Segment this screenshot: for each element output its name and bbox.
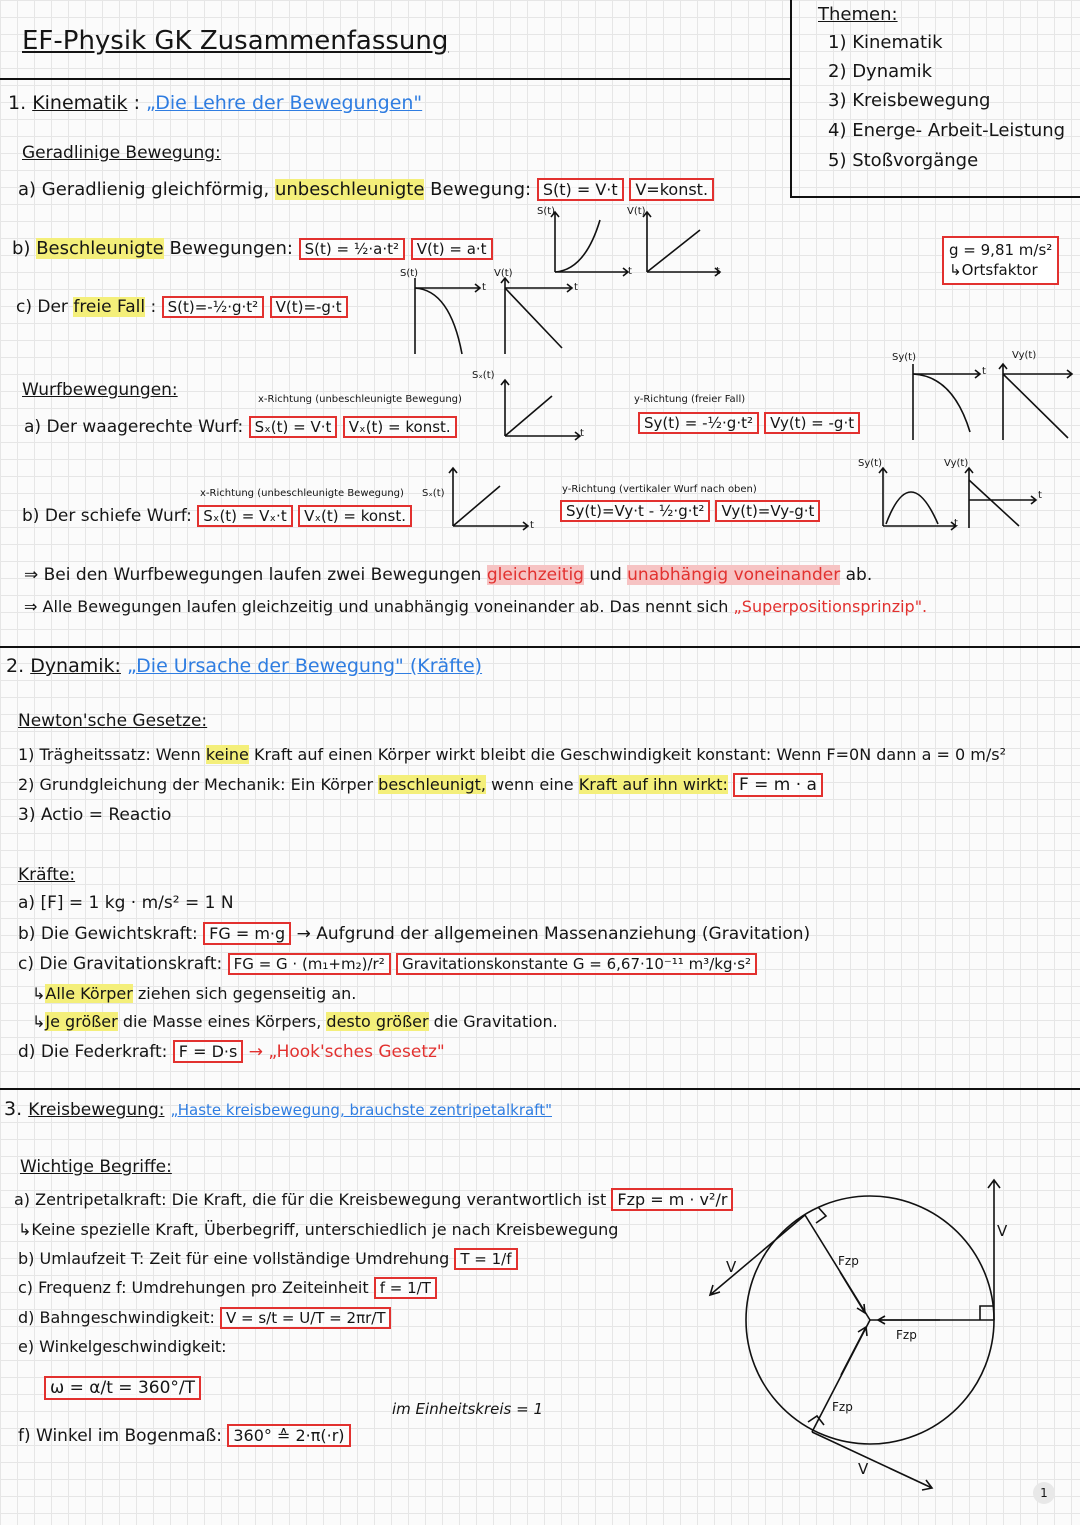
axis-label-t: t: [482, 282, 486, 293]
axis-label-v: V(t): [494, 268, 513, 279]
themen-heading: Themen:: [818, 4, 898, 25]
force-arrow: [841, 1327, 867, 1375]
axis-label-vy: Vy(t): [1012, 350, 1037, 361]
section-heading-kinematik: 1. Kinematik : „Die Lehre der Bewegungen": [8, 92, 423, 114]
kreis-b: b) Umlaufzeit T: Zeit für eine vollständige Umdrehung T = 1/f: [18, 1248, 518, 1270]
axis-label-t: t: [954, 518, 958, 529]
axis-label-v: V(t): [627, 206, 646, 217]
g-value: g = 9,81 m/s²: [949, 241, 1053, 259]
newton-2: 2) Grundgleichung der Mechanik: Ein Körper beschleunigt, wenn eine Kraft auf ihn wirkt: F = m · a: [18, 773, 823, 797]
axis-label-t: t: [574, 282, 578, 293]
right-angle: [980, 1306, 994, 1320]
axis-label-t: t: [1038, 490, 1042, 501]
kreis-d: d) Bahngeschwindigkeit: V = s/t = U/T = 2πr/T: [18, 1307, 391, 1329]
kin-c: c) Der freie Fall : S(t)=-½·g·t² V(t)=-g·t: [16, 296, 348, 318]
divider: [0, 78, 790, 80]
kreis-c: c) Frequenz f: Umdrehungen pro Zeiteinheit f = 1/T: [18, 1277, 437, 1299]
subheading-kraefte: Kräfte:: [18, 865, 76, 885]
ortsfaktor-box: [942, 236, 1059, 285]
page-title: EF-Physik GK Zusammenfassung: [22, 26, 449, 56]
kreis-e: e) Winkelgeschwindigkeit:: [18, 1337, 227, 1356]
divider: [0, 1088, 1080, 1090]
label-fzp: Fzp: [832, 1400, 853, 1414]
note-x-direction: x-Richtung (unbeschleunigte Bewegung): [258, 394, 462, 405]
label-fzp: Fzp: [896, 1328, 917, 1342]
subheading-newton: Newton'sche Gesetze:: [18, 711, 208, 731]
kreis-a: a) Zentripetalkraft: Die Kraft, die für die Kreisbewegung verantwortlich ist Fzp = m · v²/r: [14, 1188, 733, 1211]
right-angle: [816, 1207, 826, 1223]
axis-label-t: t: [982, 366, 986, 377]
label-fzp: Fzp: [838, 1254, 859, 1268]
graph-sx-t-oblique: [448, 466, 533, 530]
label-v: V: [858, 1460, 869, 1478]
axis-label-sx: Sₓ(t): [422, 488, 445, 499]
label-v: V: [726, 1258, 737, 1276]
note-y-direction: y-Richtung (freier Fall): [634, 394, 746, 405]
axis-label-sy: Sy(t): [892, 352, 916, 363]
axis-label-t: t: [628, 266, 632, 277]
force-arrow: [840, 1272, 865, 1313]
page-number: 1: [1033, 1482, 1055, 1504]
velocity-arrow: [988, 1180, 1000, 1320]
divider: [0, 646, 1080, 648]
note-x-direction: x-Richtung (unbeschleunigte Bewegung): [200, 488, 404, 499]
axis-label-s: S(t): [400, 268, 419, 279]
themen-item: 1) Kinematik: [828, 32, 943, 53]
kreis-f-note: im Einheitskreis = 1: [392, 1400, 544, 1418]
newton-3: 3) Actio = Reactio: [18, 805, 172, 825]
kraft-a: a) [F] = 1 kg · m/s² = 1 N: [18, 893, 234, 913]
themen-item: 3) Kreisbewegung: [828, 90, 991, 111]
section-heading-kreis: 3. Kreisbewegung: „Haste kreisbewegung, brauchste zentripetalkraft": [4, 1098, 552, 1120]
velocity-arrow: [812, 1432, 932, 1490]
note-y-direction: y-Richtung (vertikaler Wurf nach oben): [562, 484, 757, 495]
kraft-c: c) Die Gravitationskraft: FG = G · (m₁+m₂)/r² Gravitationskonstante G = 6,67·10⁻¹¹ m³/kg·s²: [18, 953, 757, 975]
graph-sy-t-oblique: [878, 466, 960, 530]
axis-label-sy: Sy(t): [858, 458, 882, 469]
themen-box: [790, 0, 1080, 198]
circle-diagram: [700, 1170, 1020, 1500]
themen-item: 5) Stoßvorgänge: [828, 150, 979, 171]
newton-1: 1) Trägheitssatz: Wenn keine Kraft auf einen Körper wirkt bleibt die Geschwindigkeit konstant: Wenn F=0N dann a = 0 m/s²: [18, 745, 1006, 764]
subheading-geradlinig: Geradlinige Bewegung:: [22, 143, 221, 163]
graph-s-t-accelerated: [550, 210, 630, 275]
axis-label-sx: Sₓ(t): [472, 370, 495, 381]
themen-item: 4) Energe- Arbeit-Leistung: [828, 120, 1066, 141]
kreis-e-formula: ω = α/t = 360°/T: [44, 1376, 201, 1400]
axis-label-t: t: [530, 520, 534, 531]
kraft-d: d) Die Federkraft: F = D·s → „Hook'sches Gesetz": [18, 1042, 445, 1062]
graph-vy-t-oblique: [964, 466, 1044, 530]
kreis-f: f) Winkel im Bogenmaß: 360° ≙ 2·π(·r): [18, 1424, 351, 1447]
kin-a: a) Geradlienig gleichförmig, unbeschleunigte Bewegung: S(t) = V·t V=konst.: [18, 178, 714, 201]
velocity-arrow: [710, 1215, 805, 1295]
kreis-a-note: ↳Keine spezielle Kraft, Überbegriff, unterschiedlich je nach Kreisbewegung: [18, 1220, 619, 1239]
kraft-c-note-1: ↳Alle Körper ziehen sich gegenseitig an.: [32, 984, 357, 1003]
wurf-b: b) Der schiefe Wurf: Sₓ(t) = Vₓ·t Vₓ(t) = konst.: [22, 505, 412, 527]
axis-label-t: t: [716, 266, 720, 277]
themen-item: 2) Dynamik: [828, 61, 933, 82]
graph-sx-t-horizontal: [500, 378, 585, 440]
subheading-begriffe: Wichtige Begriffe:: [20, 1157, 172, 1177]
graph-v-t-accelerated: [642, 210, 722, 275]
conclusion-1: ⇒ Bei den Wurfbewegungen laufen zwei Bewegungen gleichzeitig und unabhängig voneinander ab.: [24, 565, 873, 585]
graph-s-t-freefall: [410, 276, 490, 356]
graph-vy-t-horizontal: [998, 362, 1078, 442]
force-arrow: [878, 1316, 940, 1324]
graph-sy-t-horizontal: [908, 362, 990, 442]
axis-label-t: t: [580, 428, 584, 439]
axis-label-s: S(t): [537, 206, 556, 217]
wurf-a: a) Der waagerechte Wurf: Sₓ(t) = V·t Vₓ(t) = konst.: [24, 416, 457, 438]
conclusion-2: ⇒ Alle Bewegungen laufen gleichzeitig und unabhängig voneinander ab. Das nennt sich „Superpositionsprinzip".: [24, 597, 928, 616]
graph-v-t-freefall: [500, 276, 580, 356]
axis-label-vy: Vy(t): [944, 458, 969, 469]
wurf-b-y-formulas: Sy(t)=Vy·t - ½·g·t² Vy(t)=Vy-g·t: [560, 500, 820, 522]
subheading-wurf: Wurfbewegungen:: [22, 380, 178, 400]
g-note: ↳Ortsfaktor: [949, 261, 1038, 280]
section-heading-dynamik: 2. Dynamik: „Die Ursache der Bewegung" (Kräfte): [6, 655, 483, 677]
wurf-a-y-formulas: Sy(t) = -½·g·t² Vy(t) = -g·t: [638, 412, 860, 434]
label-v: V: [997, 1222, 1008, 1240]
kraft-b: b) Die Gewichtskraft: FG = m·g → Aufgrund der allgemeinen Massenanziehung (Gravitation): [18, 924, 811, 944]
kraft-c-note-2: ↳Je größer die Masse eines Körpers, desto größer die Gravitation.: [32, 1012, 558, 1031]
kin-b: b) Beschleunigte Bewegungen: S(t) = ½·a·t² V(t) = a·t: [12, 238, 493, 260]
